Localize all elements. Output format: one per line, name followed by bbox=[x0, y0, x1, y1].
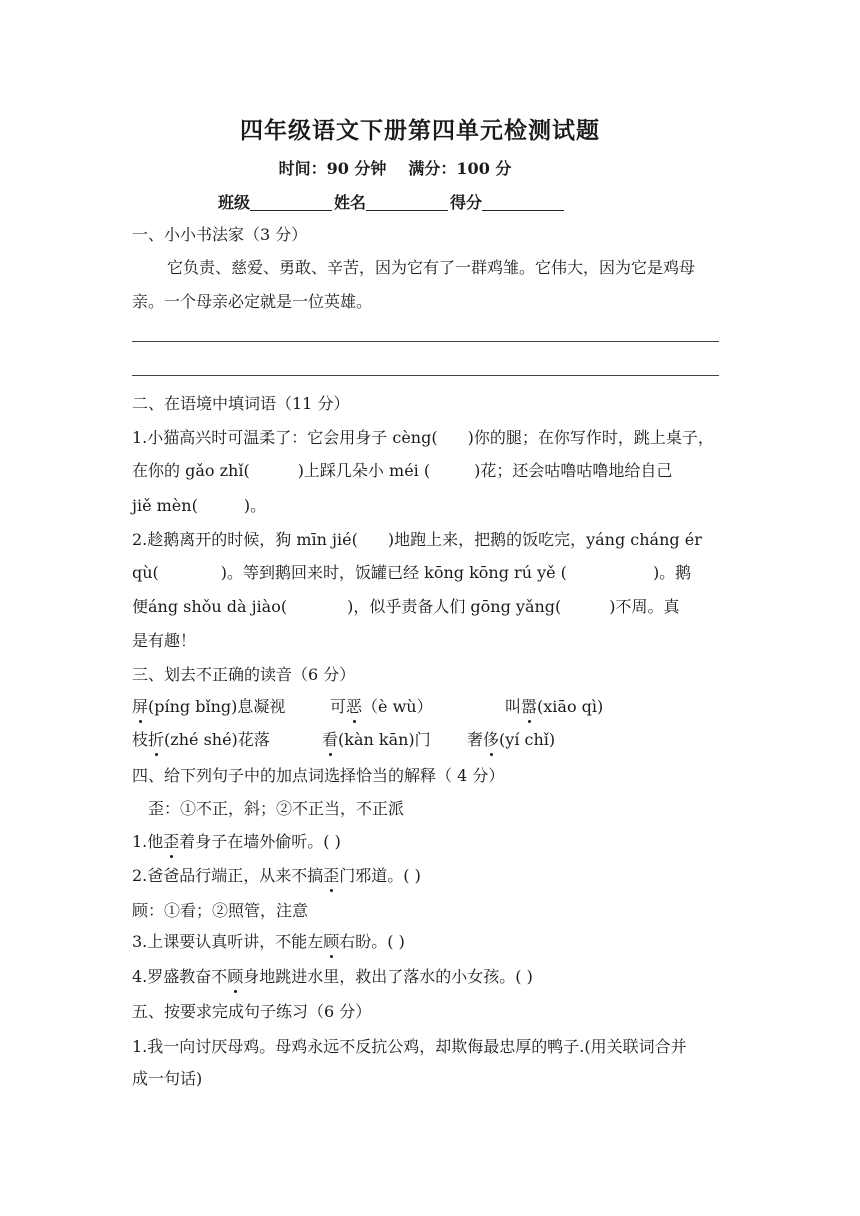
pinyin-item-4: 枝折(zhé shé)花落 bbox=[132, 730, 270, 749]
question-2-1-line-2: 在你的 gǎo zhǐ( )上踩几朵小 méi ( )花；还会咕噜咕噜地给自己 bbox=[132, 461, 673, 480]
time-limit: 时间：90 分钟 bbox=[278, 159, 387, 178]
pinyin-item-3: 叫嚣(xiāo qì) bbox=[505, 697, 604, 716]
section-3-heading: 三、划去不正确的读音（6 分） bbox=[132, 665, 356, 684]
question-2-2-line-4: 是有趣！ bbox=[132, 631, 197, 650]
pinyin-item-2: 可恶（è wù） bbox=[330, 697, 433, 716]
full-score: 满分：100 分 bbox=[408, 159, 512, 178]
class-blank[interactable] bbox=[250, 194, 332, 211]
pinyin-item-1: 屏(píng bǐng)息凝视 bbox=[132, 697, 286, 716]
writing-line-2[interactable] bbox=[132, 375, 719, 376]
question-4-3: 3.上课要认真听讲，不能左顾右盼。( ) bbox=[132, 932, 405, 951]
section-1-passage-line-2: 亲。一个母亲必定就是一位英雄。 bbox=[132, 292, 373, 311]
question-5-1-line-2: 成一句话) bbox=[132, 1069, 203, 1088]
score-label: 得分 bbox=[450, 193, 483, 212]
question-4-4: 4.罗盛教奋不顾身地跳进水里，救出了落水的小女孩。( ) bbox=[132, 967, 533, 986]
exam-info bbox=[0, 156, 790, 179]
class-label: 班级 bbox=[218, 193, 251, 212]
definition-gu: 顾：①看；②照管，注意 bbox=[132, 901, 309, 920]
section-5-heading: 五、按要求完成句子练习（6 分） bbox=[132, 1002, 372, 1021]
student-info-fields bbox=[218, 190, 566, 213]
pinyin-item-6: 奢侈(yí chǐ) bbox=[467, 730, 556, 749]
name-label: 姓名 bbox=[334, 193, 367, 212]
definition-wai: 歪：①不正，斜；②不正当，不正派 bbox=[148, 799, 405, 818]
pinyin-item-5: 看(kàn kān)门 bbox=[322, 730, 431, 749]
writing-line-1[interactable] bbox=[132, 341, 719, 342]
section-1-heading: 一、小小书法家（3 分） bbox=[132, 225, 308, 244]
page-title: 四年级语文下册第四单元检测试题 bbox=[240, 117, 600, 144]
question-2-2-line-1: 2.趁鹅离开的时候，狗 mīn jié( )地跑上来，把鹅的饭吃完，yáng cháng ér bbox=[132, 530, 702, 549]
question-2-2-line-2: qù( )。等到鹅回来时，饭罐已经 kōng kōng rú yě ( )。鹅 bbox=[132, 563, 692, 582]
section-4-heading: 四、给下列句子中的加点词选择恰当的解释（ 4 分） bbox=[132, 766, 505, 785]
score-blank[interactable] bbox=[482, 194, 564, 211]
question-4-1: 1.他歪着身子在墙外偷听。( ) bbox=[132, 832, 341, 851]
question-2-2-line-3: 便áng shǒu dà jiào( )，似乎责备人们 gōng yǎng( )不周。真 bbox=[132, 597, 680, 616]
section-1-passage-line-1: 它负责、慈爱、勇敢、辛苦，因为它有了一群鸡雏。它伟大，因为它是鸡母 bbox=[167, 258, 696, 277]
name-blank[interactable] bbox=[366, 194, 448, 211]
section-2-heading: 二、在语境中填词语（11 分） bbox=[132, 394, 350, 413]
question-2-1-line-1: 1.小猫高兴时可温柔了：它会用身子 cèng( )你的腿；在你写作时，跳上桌子， bbox=[132, 428, 714, 447]
question-5-1-line-1: 1.我一向讨厌母鸡。母鸡永远不反抗公鸡，却欺侮最忠厚的鸭子.(用关联词合并 bbox=[132, 1037, 687, 1056]
question-4-2: 2.爸爸品行端正，从来不搞歪门邪道。( ) bbox=[132, 866, 421, 885]
question-2-1-line-3: jiě mèn( )。 bbox=[132, 496, 267, 515]
